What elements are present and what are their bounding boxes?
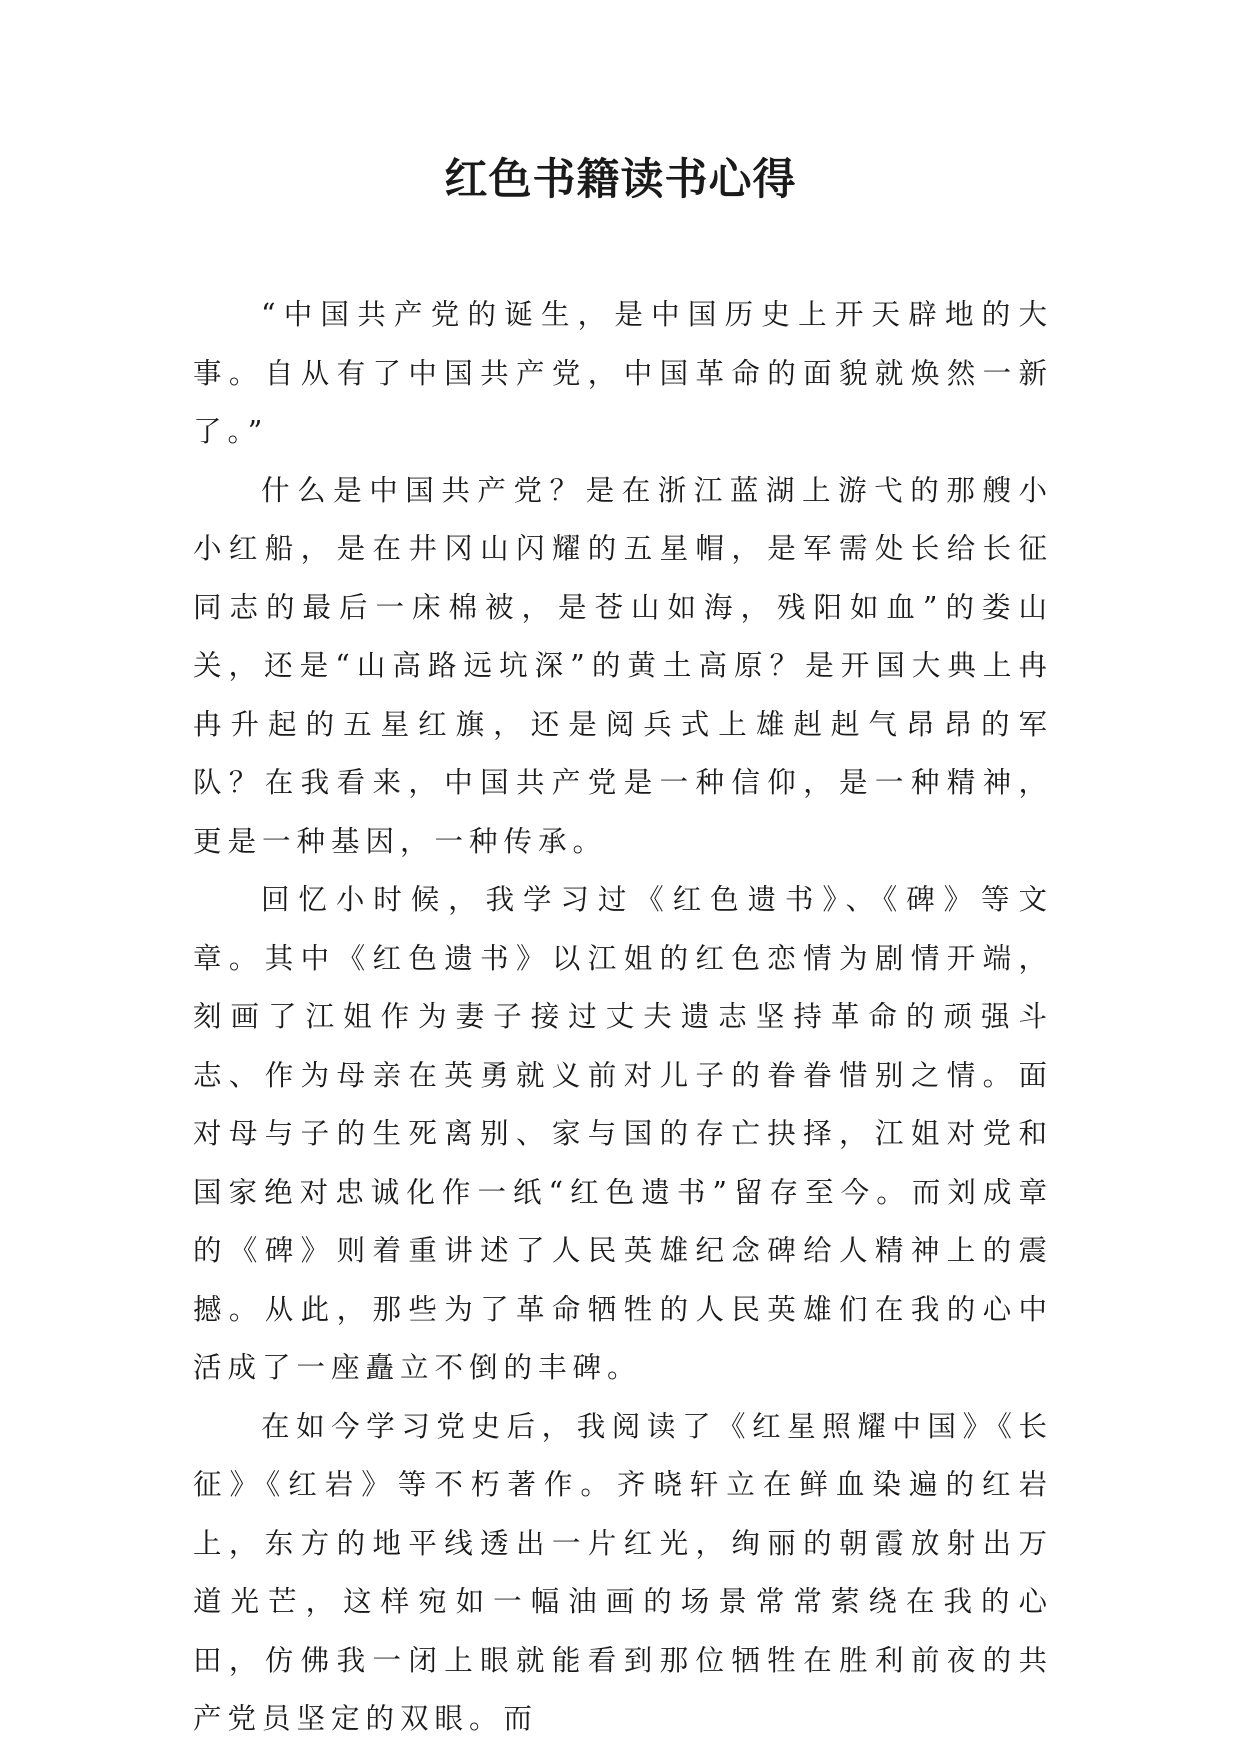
document-body bbox=[193, 286, 1053, 1749]
paragraph-1: “中国共产党的诞生，是中国历史上开天辟地的大事。自从有了中国共产党，中国革命的面貌就焕然一新了。” bbox=[193, 298, 1053, 448]
paragraph-2: 什么是中国共产党？是在浙江蓝湖上游弋的那艘小小红船，是在井冈山闪耀的五星帽，是军需处长给长征同志的最后一床棉被，是苍山如海，残阳如血”的娄山关，还是“山高路远坑深”的黄土高原？是开国大典上冉冉升起的五星红旗，还是阅兵式上雄赳赳气昂昂的军队？在我看来，中国共产党是一种信仰，是一种精神，更是一种基因，一种传承。 bbox=[193, 473, 1053, 858]
paragraph-4: 在如今学习党史后，我阅读了《红星照耀中国》《长征》《红岩》等不朽著作。齐晓轩立在鲜血染遍的红岩上，东方的地平线透出一片红光，绚丽的朝霞放射出万道光芒，这样宛如一幅油画的场景常常萦绕在我的心田，仿佛我一闭上眼就能看到那位牺牲在胜利前夜的共产党员坚定的双眼。而 bbox=[193, 1409, 1053, 1735]
document-title: 红色书籍读书心得 bbox=[444, 155, 797, 205]
paragraph-3: 回忆小时候，我学习过《红色遗书》、《碑》等文章。其中《红色遗书》以江姐的红色恋情为剧情开端，刻画了江姐作为妻子接过丈夫遗志坚持革命的顽强斗志、作为母亲在英勇就义前对儿子的眷眷惜别之情。面对母与子的生死离别、家与国的存亡抉择，江姐对党和国家绝对忠诚化作一纸“红色遗书”留存至今。而刘成章的《碑》则着重讲述了人民英雄纪念碑给人精神上的震撼。从此，那些为了革命牺牲的人民英雄们在我的心中活成了一座矗立不倒的丰碑。 bbox=[193, 883, 1053, 1384]
